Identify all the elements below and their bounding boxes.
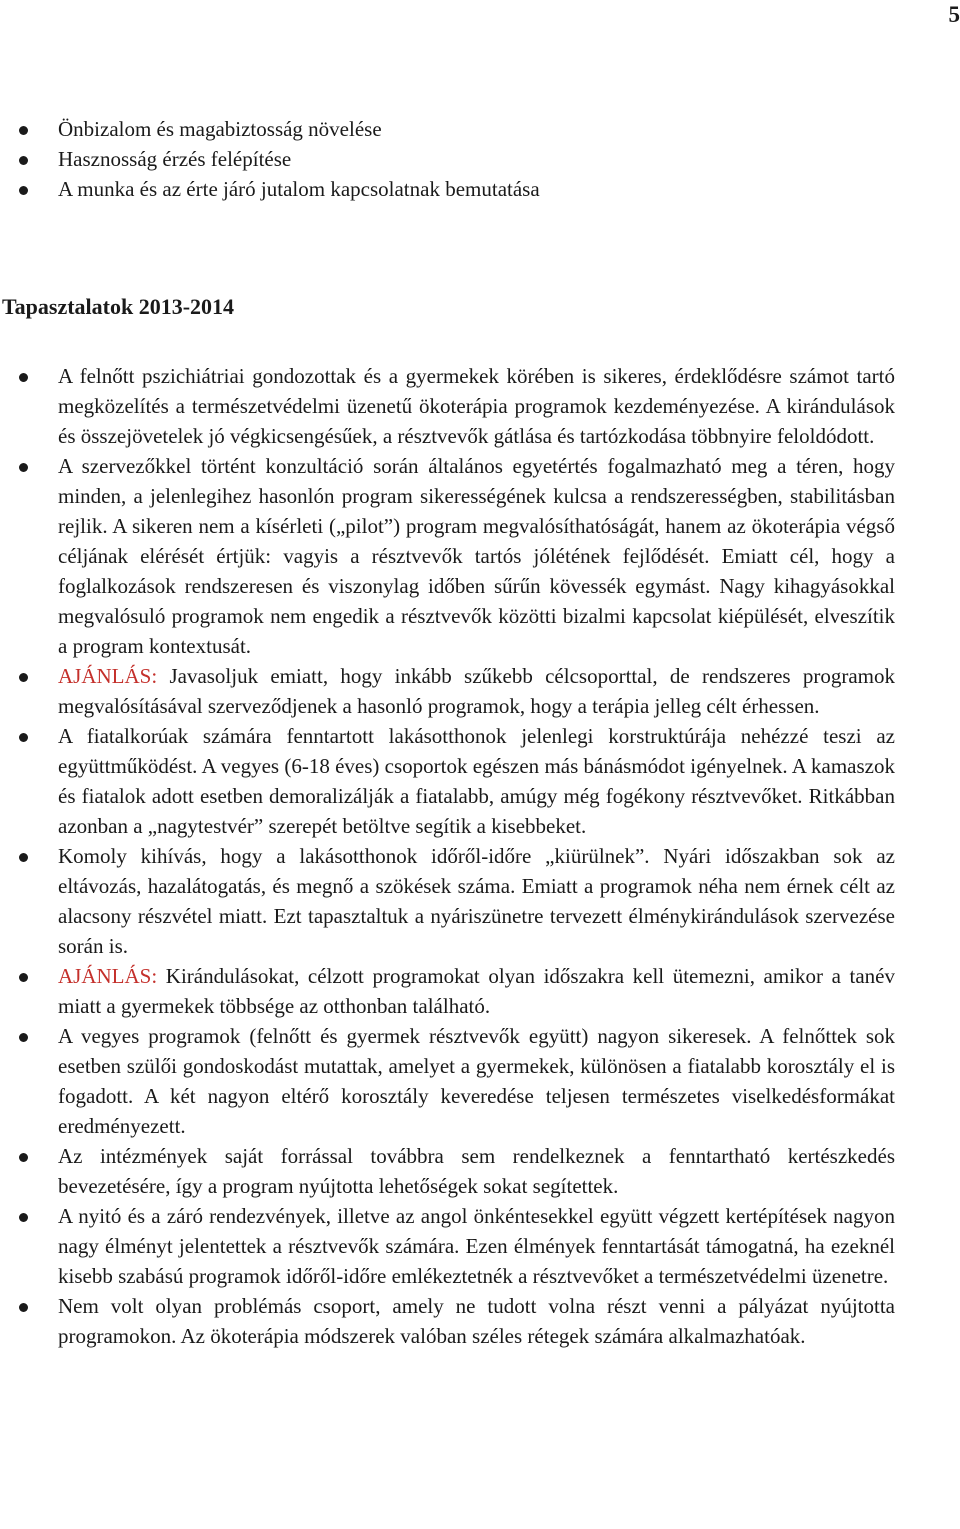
list-item-text: Nem volt olyan problémás csoport, amely ne tudott volna részt venni a pályázat nyújtotta programokon. Az ökoterápia módszerek valóban széles rétegek számára alkalmazhatóak.	[58, 1294, 895, 1348]
list-item-text: Hasznosság érzés felépítése	[58, 147, 292, 171]
list-item-text: A fiatalkorúak számára fenntartott lakásotthonok jelenlegi korstruktúrája nehézzé teszi az együttműködést. A vegyes (6-18 éves) csoportok egészen más bánásmódot igényelnek. A kamaszok és fiatalok adott esetben demoralizálják a fiatalabb, amúgy még fogékony résztvevőket. Ritkábban azonban a „nagytestvér” szerepét betöltve segítik a kisebbeket.	[58, 724, 895, 838]
bullet-icon	[19, 1213, 28, 1222]
bullet-icon	[19, 1303, 28, 1312]
bullet-icon	[19, 1153, 28, 1162]
list-item	[0, 721, 895, 841]
list-item	[0, 961, 895, 1021]
list-item	[0, 1141, 895, 1201]
list-item	[0, 144, 894, 174]
list-item	[0, 661, 895, 721]
list-item-text: Komoly kihívás, hogy a lakásotthonok időről-időre „kiürülnek”. Nyári időszakban sok az eltávozás, hazalátogatás, és megnő a szökések száma. Emiatt a programok néha nem érnek célt az alacsony részvétel miatt. Ezt tapasztaltuk a nyáriszünetre tervezett élménykirándulások szervezése során is.	[58, 844, 895, 958]
page-number: 5	[948, 2, 960, 27]
list-item-text: Kirándulásokat, célzott programokat olyan időszakra kell ütemezni, amikor a tanév miatt a gyermekek többsége az otthonban található.	[58, 964, 895, 1018]
recommendation-label: AJÁNLÁS:	[58, 664, 158, 688]
bullet-icon	[19, 973, 28, 982]
goals-bullet-list	[0, 114, 960, 204]
list-item	[0, 174, 894, 204]
list-item	[0, 1021, 895, 1141]
bullet-icon	[19, 1033, 28, 1042]
list-item	[0, 451, 895, 661]
list-item-text: Az intézmények saját forrással továbbra sem rendelkeznek a fenntartható kertészkedés bevezetésére, így a program nyújtotta lehetőségek sokat segítettek.	[58, 1144, 895, 1198]
bullet-icon	[19, 673, 28, 682]
list-item-text: Javasoljuk emiatt, hogy inkább szűkebb célcsoporttal, de rendszeres programok megvalósításával szerveződjenek a hasonló programok, hogy a terápia jelleg célt érhessen.	[58, 664, 895, 718]
bullet-icon	[19, 733, 28, 742]
list-item-text: A felnőtt pszichiátriai gondozottak és a gyermekek körében is sikeres, érdeklődésre számot tartó megközelítés a természetvédelmi üzenetű ökoterápia programok kezdeményezése. A kirándulások és összejövetelek jó végkicsengésűek, a résztvevők gátlása és tartózkodása többnyire feloldódott.	[58, 364, 895, 448]
experiences-bullet-list	[0, 361, 960, 1351]
list-item-text: Önbizalom és magabiztosság növelése	[58, 117, 382, 141]
bullet-icon	[19, 853, 28, 862]
section-heading: Tapasztalatok 2013-2014	[2, 294, 235, 319]
list-item-text: A szervezőkkel történt konzultáció során általános egyetértés fogalmazható meg a téren, hogy minden, a jelenlegihez hasonlón program sikerességének kulcsa a rendszerességben, stabilitásban rejlik. A sikeren nem a kísérleti („pilot”) program megvalósíthatóságát, hanem az ökoterápia végső céljának elérését értjük: vagyis a résztvevők tartós jólétének fejlődését. Emiatt cél, hogy a foglalkozások rendszeresen és viszonylag időben sűrűn kövessék egymást. Nagy kihagyásokkal megvalósuló programok nem engedik a résztvevők közötti bizalmi kapcsolat kiépülését, elveszítik a program kontextusát.	[58, 454, 895, 658]
list-item	[0, 841, 895, 961]
bullet-icon	[19, 156, 28, 165]
bullet-icon	[19, 126, 28, 135]
bullet-icon	[19, 373, 28, 382]
recommendation-label: AJÁNLÁS:	[58, 964, 158, 988]
bullet-icon	[19, 186, 28, 195]
list-item	[0, 114, 894, 144]
bullet-icon	[19, 463, 28, 472]
list-item	[0, 1291, 895, 1351]
list-item	[0, 361, 895, 451]
list-item-text: A vegyes programok (felnőtt és gyermek résztvevők együtt) nagyon sikeresek. A felnőttek sok esetben szülői gondoskodást mutattak, amelyet a gyermekek, különösen a fiatalabb korosztály el is fogadott. A két nagyon eltérő korosztály keveredése teljesen természetes viselkedésformákat eredményezett.	[58, 1024, 895, 1138]
list-item-text: A nyitó és a záró rendezvények, illetve az angol önkéntesekkel együtt végzett kertépítések nagyon nagy élményt jelentettek a résztvevők számára. Ezen élmények fenntartását támogatná, ha ezeknél kisebb szabású programok időről-időre emlékeztetnék a résztvevőket a természetvédelmi üzenetre.	[58, 1204, 895, 1288]
list-item-text: A munka és az érte járó jutalom kapcsolatnak bemutatása	[58, 177, 540, 201]
list-item	[0, 1201, 895, 1291]
